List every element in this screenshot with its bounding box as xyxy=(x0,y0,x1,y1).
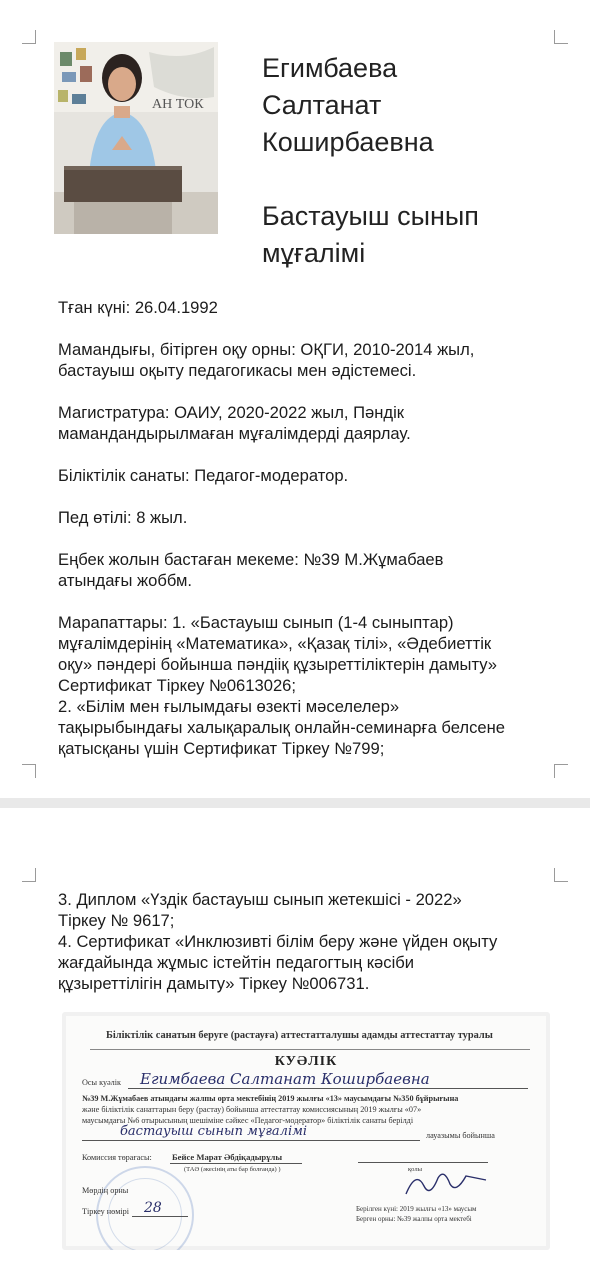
page-separator xyxy=(0,798,590,808)
birth-date: Тған күні: 26.04.1992 xyxy=(58,298,218,317)
name-line: Егимбаева xyxy=(262,53,398,83)
issued-to-name: Егимбаева Салтанат Коширбаевна xyxy=(140,1070,430,1088)
awards-list: Марапаттары: 1. «Бастауыш сынып (1-4 сыныптар) мұғалімдерінің «Математика», «Қазақ тілі», «Әдебиеттік оқу» пәндері бойынша пәндііқ құзыреттіліктерін дамыту» Сертификат Тіркеу №0613026; 2. «Білім мен ғылымдағы өзекті мәселелер» тақырыбындағы халықаралық онлайн-семинарға белсене қатысқаны үшін Сертификат Тіркеу №799; xyxy=(58,613,506,758)
registration-label: Тіркеу нөмірі xyxy=(82,1207,130,1216)
position-suffix: лауазымы бойынша xyxy=(426,1131,495,1140)
name-line: Салтанат xyxy=(262,90,382,120)
position-underline xyxy=(82,1140,420,1141)
certificate-text-line: маусымдағы №6 отырысының шешіміне сәйкес «Педагог-модератор» біліктілік санаты берілді xyxy=(82,1116,414,1125)
issued-to-label: Осы куәлік xyxy=(82,1078,122,1087)
page-corner-mark xyxy=(554,764,568,778)
issued-place: Берген орны: №39 жалпы орта мектебі xyxy=(356,1215,472,1223)
teacher-name xyxy=(262,50,562,161)
first-workplace: Еңбек жолын бастаған мекеме: №39 М.Жұмабаев атындағы жоббм. xyxy=(58,550,444,590)
chair-note: (ТАӘ (әкесінің аты бар болғанда) ) xyxy=(184,1166,281,1173)
chair-name: Бейсе Марат Әбдіқадырұлы xyxy=(172,1152,283,1162)
name-line: Коширбаевна xyxy=(262,127,434,157)
page-corner-mark xyxy=(22,764,36,778)
page-corner-mark xyxy=(22,868,36,882)
chair-underline xyxy=(170,1163,302,1164)
qualification-category: Біліктілік санаты: Педагог-модератор. xyxy=(58,466,349,485)
education-info: Мамандығы, бітірген оқу орны: ОҚГИ, 2010-2014 жыл, бастауыш оқыту педагогикасы мен әдістемесі. xyxy=(58,340,475,380)
signature-mark xyxy=(396,1164,496,1204)
masters-info: Магистратура: ОАИУ, 2020-2022 жыл, Пәндік мамандандырылмаған мұғалімдерді даярлау. xyxy=(58,403,411,443)
signature-label: қолы xyxy=(408,1166,422,1173)
profile-photo xyxy=(54,42,218,234)
position-line: Бастауыш сынып xyxy=(262,201,479,231)
certificate-text-line: №39 М.Жұмабаев атындағы жалпы орта мектебінің 2019 жылғы «13» маусымдағы №350 бұйрығына xyxy=(82,1094,459,1103)
page-corner-mark xyxy=(554,30,568,44)
chair-label: Комиссия төрағасы: xyxy=(82,1153,152,1162)
name-underline xyxy=(128,1088,528,1089)
certificate-header: Біліктілік санатын беруге (растауға) аттестатталушы адамды аттестаттау туралы xyxy=(106,1030,493,1041)
issued-date: Берілген күні: 2019 жылғы «13» маусым xyxy=(356,1205,477,1213)
certificate-text-line: және біліктілік санаттарын беру (растау) бойынша аттестаттау комиссиясының 2019 жылғы «07» xyxy=(82,1105,422,1114)
position-handwritten: бастауыш сынып мұғалімі xyxy=(120,1124,308,1139)
registration-number: 28 xyxy=(144,1200,162,1216)
registration-underline xyxy=(132,1216,188,1217)
signature-underline xyxy=(358,1162,488,1163)
svg-text:АН ТОК: АН ТОК xyxy=(152,97,204,112)
awards-list-continued: 3. Диплом «Үздік бастауыш сынып жетекшісі - 2022» Тіркеу № 9617; 4. Сертификат «Инклюзивті білім беру және үйден оқыту жағдайында жұмыс істейтін педагогтың кәсіби құзыреттілігін дамыту» Тіркеу №006731. xyxy=(58,890,498,993)
page-corner-mark xyxy=(554,868,568,882)
teacher-position xyxy=(262,198,562,272)
position-line: мұғалімі xyxy=(262,238,366,268)
seal-label: Мөрдің орны xyxy=(82,1186,129,1195)
certificate-divider xyxy=(90,1049,530,1050)
certificate-image xyxy=(62,1012,550,1250)
teaching-experience: Пед өтілі: 8 жыл. xyxy=(58,508,188,527)
page-corner-mark xyxy=(22,30,36,44)
certificate-title: КУӘЛІК xyxy=(274,1054,338,1069)
